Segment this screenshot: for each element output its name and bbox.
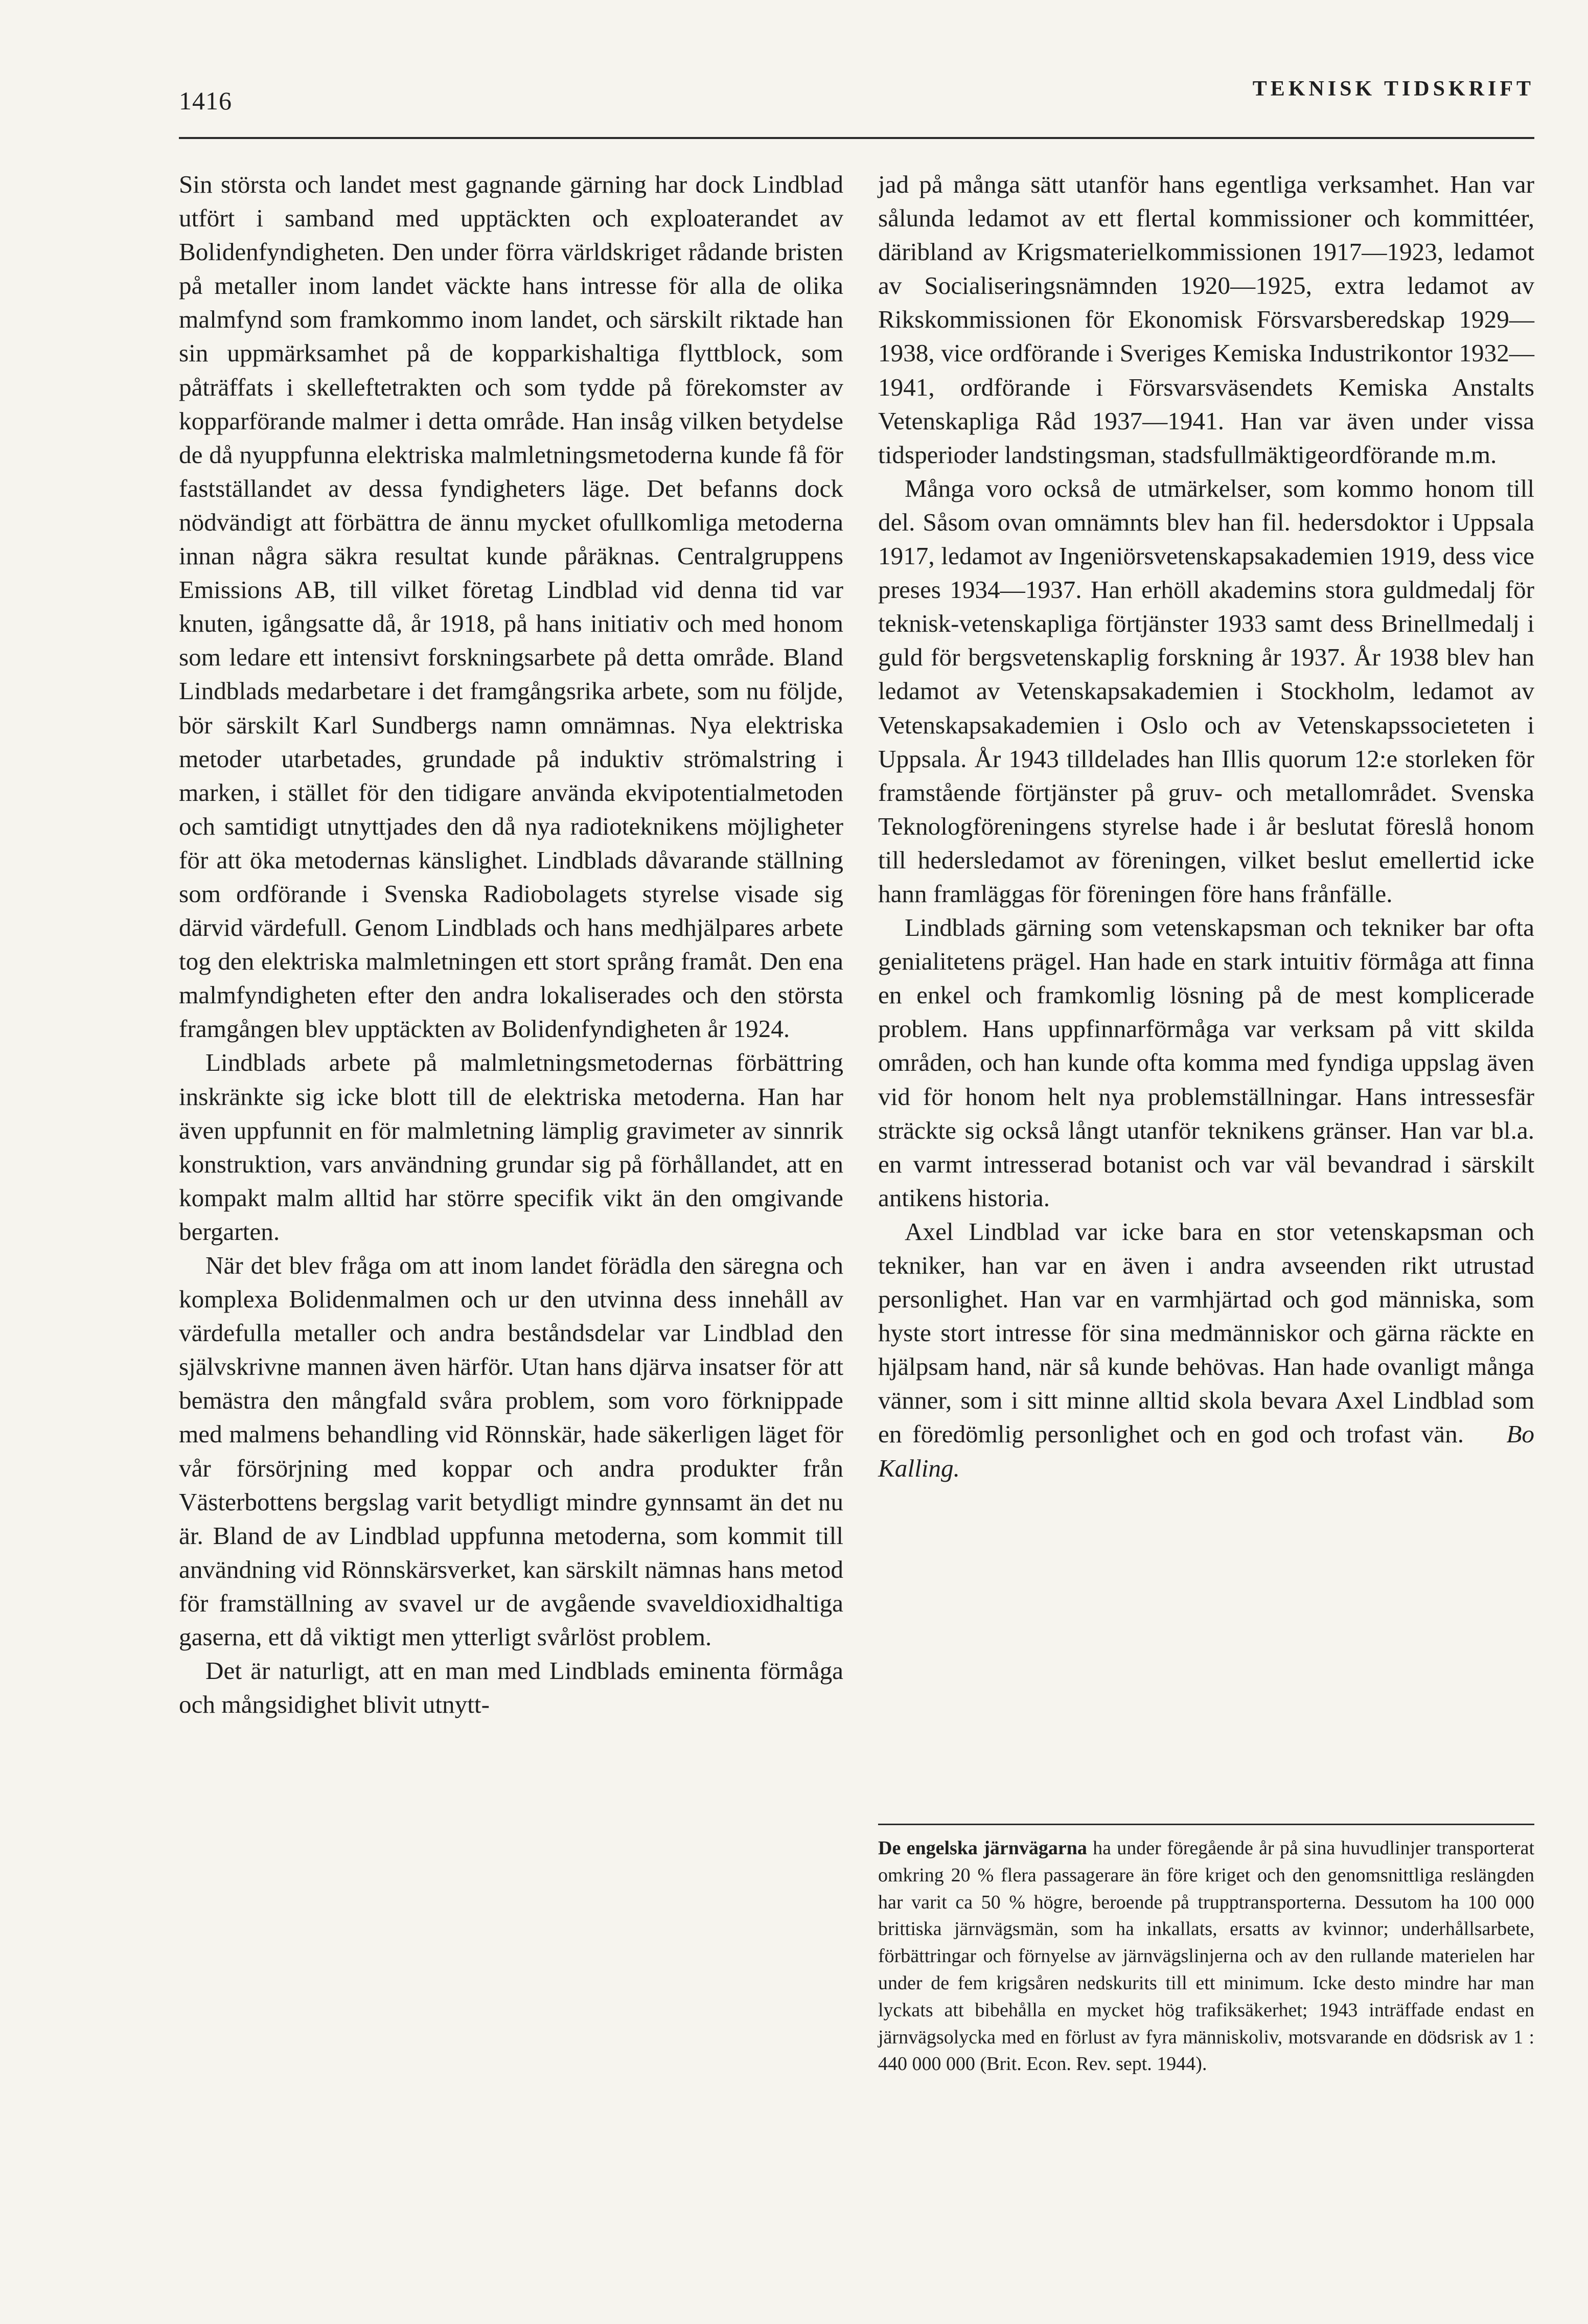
notice-rule — [878, 1824, 1534, 1825]
paragraph: jad på många sätt utanför hans egentliga verksamhet. Han var sålunda ledamot av ett flertal kommissioner och kommittéer, däribland av Krigsmaterielkommissionen 1917—1923, ledamot av Socialiseringsnämnden 1920—1925, extra ledamot av Rikskommissionen för Ekonomisk Försvarsberedskap 1929—1938, vice ordförande i Sveriges Kemiska Industrikontor 1932—1941, ordförande i Försvarsväsendets Kemiska Anstalts Vetenskapliga Råd 1937—1941. Han var även under vissa tidsperioder landstingsman, stadsfullmäktigeordförande m.m. — [878, 170, 1534, 469]
author-signature: Bo Kalling. — [878, 1420, 1535, 1482]
page-number: 1416 — [179, 86, 232, 115]
paragraph-text: Axel Lindblad var icke bara en stor vetenskapsman och tekniker, han var en även i andra avseenden rikt utrustad personlighet. Han var en varmhjärtad och god människa, som hyste stort intresse för sina medmänniskor och gärna räckte en hjälpsam hand, när så kunde behövas. Han hade ovanligt många vänner, som i sitt minne alltid skola bevara Axel Lindblad som en föredömlig personlighet och en god och trofast vän. — [878, 1217, 1534, 1448]
journal-title: TEKNISK TIDSKRIFT — [1252, 77, 1534, 101]
paragraph: Sin största och landet mest gagnande gärning har dock Lindblad utfört i samband med upptäckten och exploaterandet av Bolidenfyndigheten. Den under förra världskriget rådande bristen på metaller inom landet väckte hans intresse för alla de olika malmfynd som framkommo inom landet, och särskilt riktade han sin uppmärksamhet på de kopparkishaltiga flyttblock, som påträffats i skelleftetrakten och som tydde på förekomster av kopparförande malmer i detta område. Han insåg vilken betydelse de då nyuppfunna elektriska malmletningsmetoderna kunde få för fastställandet av dessa fyndigheters läge. Det befanns dock nödvändigt att förbättra de ännu mycket ofullkomliga metoderna innan några säkra resultat kunde påräknas. Centralgruppens Emissions AB, till vilket företag Lindblad vid denna tid var knuten, igångsatte då, år 1918, på hans initiativ och med honom som ledare ett intensivt forskningsarbete på detta område. Bland Lindblads medarbetare i det framgångsrika arbete, som nu följde, bör särskilt Karl Sundbergs namn omnämnas. Nya elektriska metoder utarbetades, grundade på induktiv strömalstring i marken, i stället för den tidigare använda ekvipotentialmetoden och samtidigt utnyttjades den då nya radioteknikens möjligheter för att öka metodernas känslighet. Lindblads dåvarande ställning som ordförande i Svenska Radiobolagets styrelse visade sig därvid värdefull. Genom Lindblads och hans medhjälpares arbete tog den elektriska malmletningen ett stort språng framåt. Den ena malmfyndigheten efter den andra lokaliserades och den största framgången blev upptäckten av Bolidenfyndigheten år 1924. — [179, 170, 843, 1043]
paragraph: Lindblads arbete på malmletningsmetodernas förbättring inskränkte sig icke blott till de elektriska metoderna. Han har även uppfunnit en för malmletning lämplig gravimeter av sinnrik konstruktion, vars användning grundar sig på förhållandet, att en kompakt malm alltid har större specifik vikt än den omgivande bergarten. — [179, 1048, 843, 1246]
header-rule — [179, 137, 1534, 139]
paragraph: Lindblads gärning som vetenskapsman och tekniker bar ofta genialitetens prägel. Han hade en stark intuitiv förmåga att finna en enkel och framkomlig lösning på de mest komplicerade problem. Hans uppfinnarförmåga var verksam på vitt skilda områden, och han kunde ofta komma med fyndiga uppslag även vid för honom helt nya problemställningar. Hans intressesfär sträckte sig också långt utanför teknikens gränser. Han var bl.a. en varmt intresserad botanist och var väl bevandrad i särskilt antikens historia. — [878, 913, 1534, 1212]
paragraph-with-signature — [878, 1215, 1534, 1485]
notice-body: ha under föregående år på sina huvudlinjer transporterat omkring 20 % flera passagerare än före kriget och den genomsnittliga reslängden har varit ca 50 % högre, beroende på trupptransporterna. Dessutom ha 100 000 brittiska järnvägsmän, som ha inkallats, ersatts av kvinnor; underhållsarbete, förbättringar och förnyelse av järnvägslinjerna och av den rullande materielen har under de fem krigsåren nedskurits till ett minimum. Icke desto mindre har man lyckats att bibehålla en mycket hög trafiksäkerhet; 1943 inträffade endast en järnvägsolycka med en förlust av fyra människoliv, motsvarande en dödsrisk av 1 : 440 000 000 (Brit. Econ. Rev. sept. 1944). — [878, 1837, 1535, 2075]
paragraph: Många voro också de utmärkelser, som kommo honom till del. Såsom ovan omnämnts blev han fil. hedersdoktor i Uppsala 1917, ledamot av Ingeniörsvetenskapsakademien 1919, dess vice preses 1934—1937. Han erhöll akademins stora guldmedalj för teknisk-vetenskapliga förtjänster 1933 samt dess Brinellmedalj i guld för bergsvetenskaplig forskning år 1937. År 1938 blev han ledamot av Vetenskapsakademien i Stockholm, ledamot av Vetenskapsakademien i Oslo och av Vetenskapssocieteten i Uppsala. År 1943 tilldelades han Illis quorum 12:e storleken för framstående förtjänster på gruv- och metallområdet. Svenska Teknologföreningens styrelse hade i år beslutat föreslå honom till hedersledamot av föreningen, vilket beslut emellertid icke hann framläggas för föreningen före hans frånfälle. — [878, 474, 1534, 908]
paragraph: När det blev fråga om att inom landet förädla den säregna och komplexa Bolidenmalmen och ur den utvinna dess innehåll av värdefulla metaller och andra beståndsdelar var Lindblad den självskrivne mannen även härför. Utan hans djärva insatser för att bemästra den mångfald svåra problem, som voro förknippade med malmens behandling vid Rönnskär, hade säkerligen läget för vår försörjning med koppar och andra produkter från Västerbottens bergslag varit betydligt mindre gynnsamt än det nu är. Bland de av Lindblad uppfunna metoderna, som kommit till användning vid Rönnskärsverket, kan särskilt nämnas hans metod för framställning av svavel ur de avgående svaveldioxidhaltiga gaserna, ett då viktigt men ytterligt svårlöst problem. — [179, 1251, 843, 1651]
right-column — [878, 168, 1534, 1485]
notice-lead: De engelska järnvägarna — [878, 1837, 1087, 1859]
left-column — [179, 168, 843, 1721]
paragraph: Det är naturligt, att en man med Lindblads eminenta förmåga och mångsidighet blivit utnytt- — [179, 1656, 843, 1719]
news-notice — [878, 1835, 1534, 2078]
notice-paragraph — [878, 1835, 1534, 2078]
